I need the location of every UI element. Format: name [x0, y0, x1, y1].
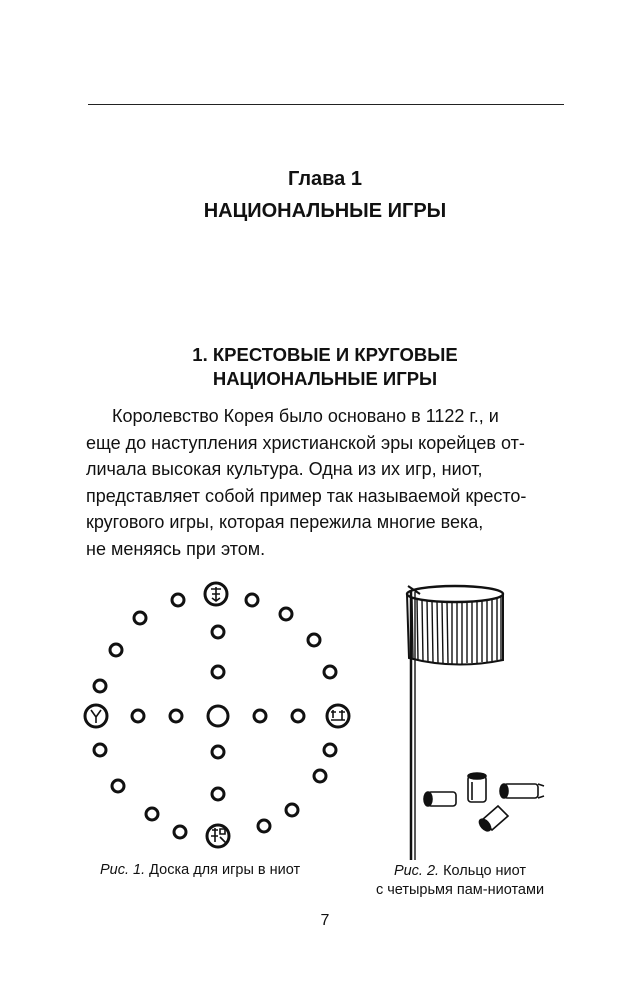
chapter-number: Глава 1 — [287, 168, 362, 190]
pam-nyout-piece-4 — [477, 806, 508, 833]
board-marked-station-right — [327, 705, 349, 727]
header-rule — [88, 104, 564, 105]
board-station — [324, 666, 336, 678]
board-station — [110, 644, 122, 656]
board-station — [172, 594, 184, 606]
pam-nyout-piece-2 — [468, 773, 486, 802]
body-line-6: не меняясь при этом. — [86, 538, 266, 559]
board-station — [212, 666, 224, 678]
board-station — [292, 710, 304, 722]
pam-nyout-piece-3 — [500, 784, 544, 798]
figure-2-caption-line-1: Кольцо ниот — [443, 863, 527, 879]
body-line-3: личала высокая культура. Одна из их игр, ниот, — [86, 459, 483, 479]
figure-1-caption — [100, 862, 345, 878]
board-station — [258, 820, 270, 832]
board-station — [212, 626, 224, 638]
section-title — [0, 343, 628, 391]
board-station — [134, 612, 146, 624]
board-station — [132, 710, 144, 722]
nyout-ring-figure — [380, 570, 580, 860]
board-station — [324, 744, 336, 756]
board-station — [112, 780, 124, 792]
figure-1-caption-text: Доска для игры в ниот — [149, 862, 301, 878]
figure-1-label: Рис. 1. — [100, 862, 146, 878]
board-station — [146, 808, 158, 820]
board-station — [94, 680, 106, 692]
board-station — [212, 788, 224, 800]
page-number: 7 — [320, 912, 330, 929]
figure-2-label: Рис. 2. — [393, 863, 440, 879]
pam-nyout-piece-1 — [424, 792, 456, 806]
board-station — [286, 804, 298, 816]
body-line-5: кругового игры, которая пережила многие века, — [86, 512, 484, 532]
body-paragraph — [86, 403, 558, 562]
board-station — [280, 608, 292, 620]
ring-net-hatching — [412, 597, 501, 664]
body-line-2: еще до наступления христианской эры корейцев от- — [86, 432, 525, 453]
board-station — [174, 826, 186, 838]
nyout-board-figure — [80, 570, 360, 860]
body-line-4: представляет собой пример так называемой кресто- — [86, 485, 527, 506]
board-station — [308, 634, 320, 646]
chapter-title: НАЦИОНАЛЬНЫЕ ИГРЫ — [203, 200, 447, 222]
figure-2-caption — [355, 862, 565, 900]
board-center-station — [208, 706, 228, 726]
board-station — [94, 744, 106, 756]
section-title-line-2: НАЦИОНАЛЬНЫЕ ИГРЫ — [212, 368, 438, 389]
board-station — [170, 710, 182, 722]
section-title-line-1: 1. КРЕСТОВЫЕ И КРУГОВЫЕ — [192, 344, 458, 365]
board-station — [254, 710, 266, 722]
board-station — [212, 746, 224, 758]
body-line-1: Королевство Корея было основано в 1122 г., и — [112, 406, 499, 426]
board-station — [314, 770, 326, 782]
figure-2-caption-line-2: с четырьмя пам-ниотами — [375, 882, 545, 898]
board-station — [246, 594, 258, 606]
